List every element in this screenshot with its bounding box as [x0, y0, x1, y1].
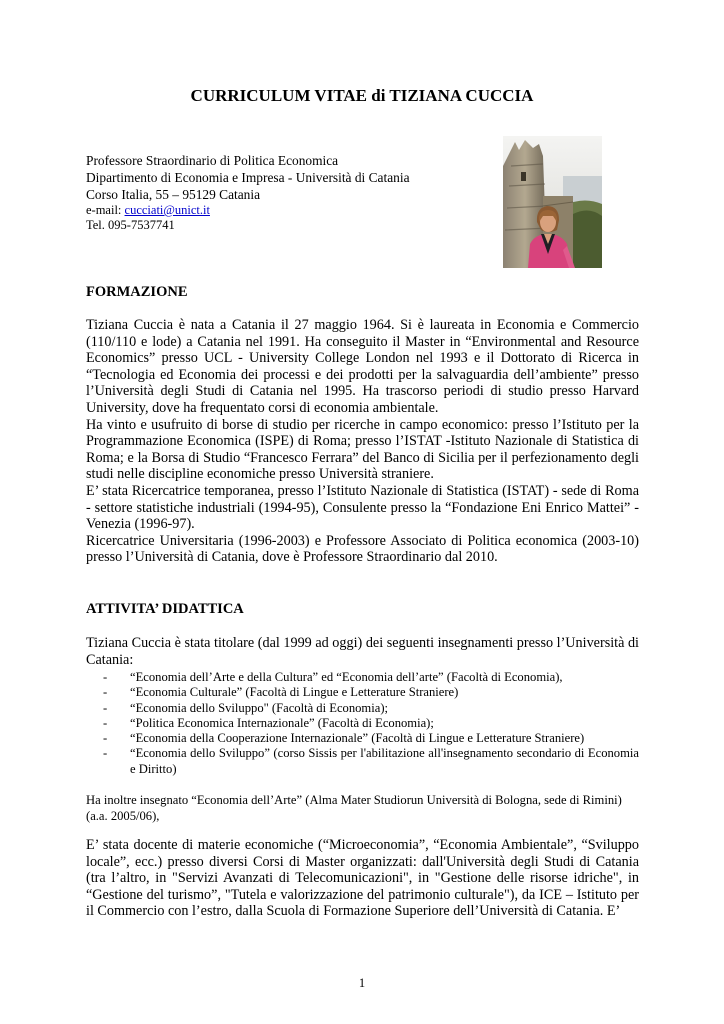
formazione-paragraph: E’ stata Ricercatrice temporanea, presso l’Istituto Nazionale di Statistica (ISTAT) - sede di Roma - settore statistiche industriali (1994-95), Consulente presso la “Fondazione Eni Enrico Mattei” - Venezia (1996-97). — [86, 482, 639, 533]
formazione-paragraph: Ricercatrice Universitaria (1996-2003) e Professore Associato di Politica economica (2003-10) presso l’Università di Catania, dove è Professore Straordinario dal 2010. — [86, 532, 639, 566]
contact-phone: Tel. 095-7537741 — [86, 218, 175, 232]
formazione-body — [86, 317, 639, 566]
page-number: 1 — [358, 976, 366, 990]
list-bullet: - — [103, 731, 108, 746]
didattica-heading: ATTIVITA’ DIDATTICA — [86, 601, 244, 617]
list-item — [103, 670, 639, 685]
list-item — [103, 685, 639, 700]
list-item — [103, 746, 639, 777]
list-bullet: - — [103, 746, 108, 761]
list-bullet: - — [103, 670, 108, 684]
bologna-paragraph: Ha inoltre insegnato “Economia dell’Arte” (Alma Mater Studiorun Università di Bologna, sede di Rimini) (a.a. 2005/06), — [86, 793, 622, 823]
list-item-text: “Economia dello Sviluppo” (corso Sissis per l'abilitazione all'insegnamento secondario di Economia e Diritto) — [130, 746, 639, 776]
contact-address: Corso Italia, 55 – 95129 Catania — [86, 187, 261, 202]
list-item — [103, 701, 639, 716]
list-item-text: “Economia dello Sviluppo" (Facoltà di Economia); — [130, 700, 389, 715]
teaching-list — [103, 670, 639, 777]
document-title: CURRICULUM VITAE di TIZIANA CUCCIA — [190, 86, 534, 105]
list-item-text: “Politica Economica Internazionale” (Facoltà di Economia); — [130, 715, 434, 730]
list-bullet: - — [103, 700, 108, 715]
list-item — [103, 716, 639, 731]
contact-email-line — [86, 203, 410, 218]
list-item-text: “Economia della Cooperazione Internazionale” (Facoltà di Lingue e Letterature Straniere) — [130, 731, 585, 746]
list-item — [103, 731, 639, 746]
portrait-photo — [503, 136, 602, 268]
list-bullet: - — [103, 715, 108, 730]
docente-paragraph: E’ stata docente di materie economiche (“Microeconomia”, “Economia Ambientale”, “Sviluppo locale”, ecc.) presso diversi Corsi di Master organizzati: dall'Università degli Studi di Catania (tra l’altro, in "Servizi Avanzati di Telecomunicazioni", in "Gestione delle risorse idriche", in “Gestione del turismo”, "Tutela e valorizzazione del patrimonio culturale"), da ICE – Istituto per il Commercio con l’estro, dalla Scuola di Formazione Superiore dell’Università di Catania. E’ — [86, 837, 639, 920]
didattica-intro: Tiziana Cuccia è stata titolare (dal 1999 ad oggi) dei seguenti insegnamenti presso l’Università di Catania: — [86, 635, 639, 668]
email-label: e-mail: — [86, 203, 125, 217]
list-bullet: - — [103, 685, 108, 700]
formazione-heading: FORMAZIONE — [86, 284, 188, 300]
email-link[interactable]: cucciati@unict.it — [124, 203, 210, 217]
list-item-text: “Economia Culturale” (Facoltà di Lingue e Letterature Straniere) — [130, 685, 459, 700]
list-item-text: “Economia dell’Arte e della Cultura” ed “Economia dell’arte” (Facoltà di Economia), — [130, 670, 563, 684]
formazione-paragraph: Tiziana Cuccia è nata a Catania il 27 maggio 1964. Si è laureata in Economia e Commercio (110/110 e lode) a Catania nel 1991. Ha conseguito il Master in “Environmental and Resource Economics” presso UCL - University College London nel 1993 e il Dottorato di Ricerca in “Tecnologia ed Economia dei processi e dei prodotti per la salvaguardia dell’ambiente” presso l’Università degli Studi di Catania nel 1995. Ha trascorso periodi di studio presso Harvard University, dove ha frequentato corsi di economia ambientale. — [86, 317, 639, 416]
formazione-paragraph: Ha vinto e usufruito di borse di studio per ricerche in campo economico: presso l’Istituto per la Programmazione Economica (ISPE) di Roma; presso l’ISTAT -Istituto Nazionale di Statistica di Roma; e la Borsa di Studio “Francesco Ferrara” del Banco di Sicilia per il perfezionamento degli studi nelle discipline economiche presso Università straniere. — [86, 416, 639, 483]
contact-block — [86, 152, 410, 233]
contact-department: Dipartimento di Economia e Impresa - Università di Catania — [86, 170, 410, 185]
contact-role: Professore Straordinario di Politica Economica — [86, 153, 339, 168]
